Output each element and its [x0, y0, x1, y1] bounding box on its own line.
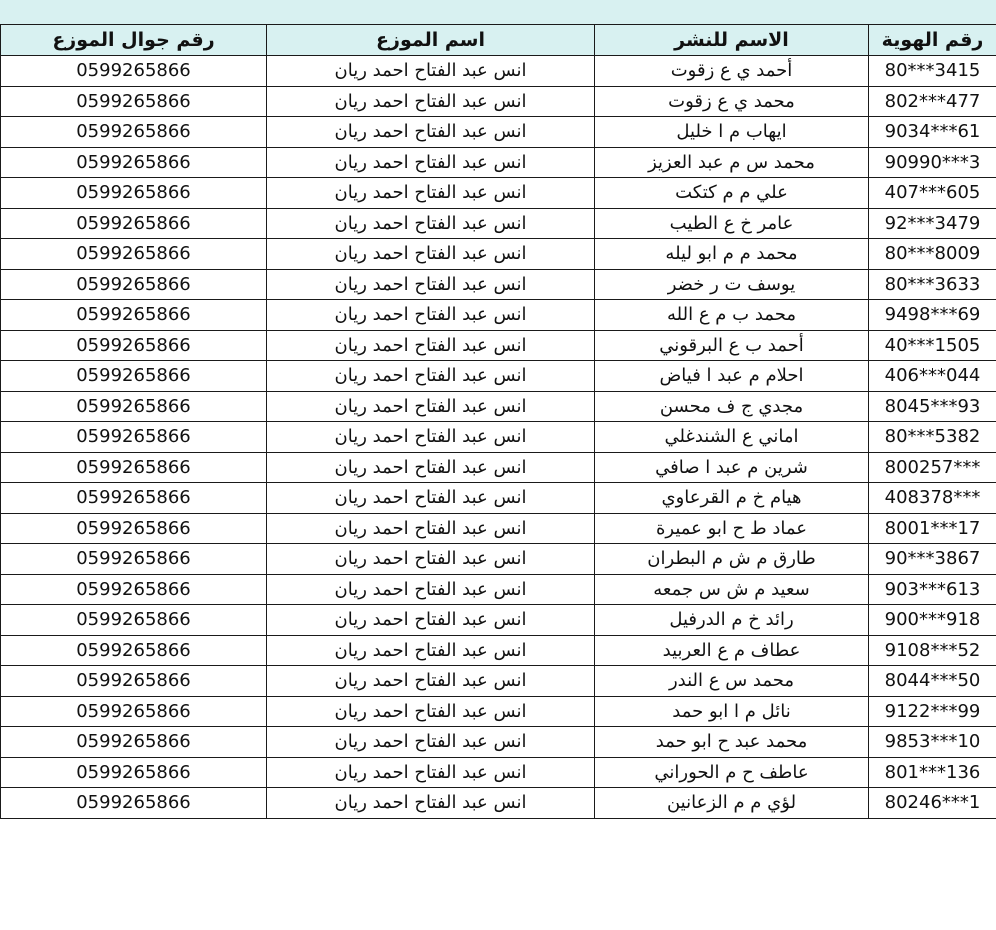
id-cell: 406***044 — [869, 361, 996, 392]
distributor-cell: انس عبد الفتاح احمد ريان — [267, 696, 595, 727]
id-cell: 801***136 — [869, 757, 996, 788]
distributor-cell: انس عبد الفتاح احمد ريان — [267, 788, 595, 819]
id-cell: 9122***99 — [869, 696, 996, 727]
table-row — [1, 483, 996, 514]
distributor-cell: انس عبد الفتاح احمد ريان — [267, 757, 595, 788]
phone-cell: 0599265866 — [1, 208, 267, 239]
distributor-cell: انس عبد الفتاح احمد ريان — [267, 666, 595, 697]
name-cell: سعيد م ش س جمعه — [595, 574, 869, 605]
name-cell: عامر خ ع الطيب — [595, 208, 869, 239]
id-cell: 8001***17 — [869, 513, 996, 544]
phone-cell: 0599265866 — [1, 666, 267, 697]
phone-cell: 0599265866 — [1, 391, 267, 422]
phone-cell: 0599265866 — [1, 574, 267, 605]
table-row — [1, 788, 996, 819]
name-cell: نائل م ا ابو حمد — [595, 696, 869, 727]
header-id: رقم الهوية — [869, 25, 996, 56]
distributor-cell: انس عبد الفتاح احمد ريان — [267, 330, 595, 361]
id-cell: 903***613 — [869, 574, 996, 605]
table-row — [1, 300, 996, 331]
name-cell: عماد ط ح ابو عميرة — [595, 513, 869, 544]
name-cell: محمد س ع الندر — [595, 666, 869, 697]
name-cell: أحمد ب ع البرقوني — [595, 330, 869, 361]
id-cell: 9853***10 — [869, 727, 996, 758]
id-cell: 80***5382 — [869, 422, 996, 453]
id-cell: 8045***93 — [869, 391, 996, 422]
id-cell: 40***1505 — [869, 330, 996, 361]
name-cell: أحمد ي ع زقوت — [595, 56, 869, 87]
phone-cell: 0599265866 — [1, 757, 267, 788]
header-band — [0, 0, 996, 24]
id-cell: 92***3479 — [869, 208, 996, 239]
phone-cell: 0599265866 — [1, 117, 267, 148]
table-row — [1, 666, 996, 697]
name-cell: مجدي ج ف محسن — [595, 391, 869, 422]
table-row — [1, 422, 996, 453]
phone-cell: 0599265866 — [1, 544, 267, 575]
name-cell: محمد م م ابو ليله — [595, 239, 869, 270]
name-cell: هيام خ م القرعاوي — [595, 483, 869, 514]
id-cell: 8044***50 — [869, 666, 996, 697]
distributor-cell: انس عبد الفتاح احمد ريان — [267, 452, 595, 483]
id-cell: 900***918 — [869, 605, 996, 636]
id-cell: 80***3415 — [869, 56, 996, 87]
table-row — [1, 452, 996, 483]
name-cell: شرين م عبد ا صافي — [595, 452, 869, 483]
phone-cell: 0599265866 — [1, 147, 267, 178]
table-row — [1, 757, 996, 788]
table-row — [1, 544, 996, 575]
id-cell: 80***8009 — [869, 239, 996, 270]
name-cell: رائد خ م الدرفيل — [595, 605, 869, 636]
name-cell: احلام م عبد ا فياض — [595, 361, 869, 392]
id-cell: 408378*** — [869, 483, 996, 514]
id-cell: 90***3867 — [869, 544, 996, 575]
table-row — [1, 117, 996, 148]
id-cell: 90990***3 — [869, 147, 996, 178]
name-cell: ايهاب م ا خليل — [595, 117, 869, 148]
phone-cell: 0599265866 — [1, 56, 267, 87]
name-cell: اماني ع الشندغلي — [595, 422, 869, 453]
id-cell: 9108***52 — [869, 635, 996, 666]
id-cell: 80246***1 — [869, 788, 996, 819]
table-row — [1, 361, 996, 392]
distributor-cell: انس عبد الفتاح احمد ريان — [267, 300, 595, 331]
phone-cell: 0599265866 — [1, 635, 267, 666]
header-name: الاسم للنشر — [595, 25, 869, 56]
distributor-cell: انس عبد الفتاح احمد ريان — [267, 178, 595, 209]
phone-cell: 0599265866 — [1, 727, 267, 758]
table-row — [1, 86, 996, 117]
name-cell: محمد ب م ع الله — [595, 300, 869, 331]
id-cell: 9034***61 — [869, 117, 996, 148]
distributor-cell: انس عبد الفتاح احمد ريان — [267, 86, 595, 117]
phone-cell: 0599265866 — [1, 605, 267, 636]
name-cell: طارق م ش م البطران — [595, 544, 869, 575]
distributor-cell: انس عبد الفتاح احمد ريان — [267, 239, 595, 270]
table-row — [1, 391, 996, 422]
name-cell: محمد ي ع زقوت — [595, 86, 869, 117]
table-row — [1, 56, 996, 87]
distribution-table — [0, 24, 996, 819]
table-row — [1, 513, 996, 544]
table-row — [1, 178, 996, 209]
table-row — [1, 727, 996, 758]
header-phone: رقم جوال الموزع — [1, 25, 267, 56]
table-row — [1, 208, 996, 239]
name-cell: عاطف ح م الحوراني — [595, 757, 869, 788]
distributor-cell: انس عبد الفتاح احمد ريان — [267, 117, 595, 148]
phone-cell: 0599265866 — [1, 513, 267, 544]
distributor-cell: انس عبد الفتاح احمد ريان — [267, 361, 595, 392]
distributor-cell: انس عبد الفتاح احمد ريان — [267, 208, 595, 239]
phone-cell: 0599265866 — [1, 330, 267, 361]
name-cell: علي م م كتكت — [595, 178, 869, 209]
distributor-cell: انس عبد الفتاح احمد ريان — [267, 513, 595, 544]
phone-cell: 0599265866 — [1, 86, 267, 117]
header-row — [1, 25, 996, 56]
distributor-cell: انس عبد الفتاح احمد ريان — [267, 483, 595, 514]
distributor-cell: انس عبد الفتاح احمد ريان — [267, 147, 595, 178]
id-cell: 407***605 — [869, 178, 996, 209]
phone-cell: 0599265866 — [1, 422, 267, 453]
distributor-cell: انس عبد الفتاح احمد ريان — [267, 635, 595, 666]
table-row — [1, 574, 996, 605]
id-cell: 80***3633 — [869, 269, 996, 300]
phone-cell: 0599265866 — [1, 788, 267, 819]
phone-cell: 0599265866 — [1, 361, 267, 392]
phone-cell: 0599265866 — [1, 239, 267, 270]
table-row — [1, 635, 996, 666]
header-distributor: اسم الموزع — [267, 25, 595, 56]
id-cell: 802***477 — [869, 86, 996, 117]
phone-cell: 0599265866 — [1, 452, 267, 483]
name-cell: لؤي م م الزعانين — [595, 788, 869, 819]
distributor-cell: انس عبد الفتاح احمد ريان — [267, 269, 595, 300]
distributor-cell: انس عبد الفتاح احمد ريان — [267, 422, 595, 453]
phone-cell: 0599265866 — [1, 269, 267, 300]
table-row — [1, 269, 996, 300]
table-row — [1, 147, 996, 178]
table-row — [1, 605, 996, 636]
table-row — [1, 239, 996, 270]
phone-cell: 0599265866 — [1, 178, 267, 209]
phone-cell: 0599265866 — [1, 300, 267, 331]
id-cell: 800257*** — [869, 452, 996, 483]
distributor-cell: انس عبد الفتاح احمد ريان — [267, 574, 595, 605]
name-cell: عطاف م ع العربيد — [595, 635, 869, 666]
table-row — [1, 696, 996, 727]
distributor-cell: انس عبد الفتاح احمد ريان — [267, 727, 595, 758]
id-cell: 9498***69 — [869, 300, 996, 331]
name-cell: محمد س م عبد العزيز — [595, 147, 869, 178]
distributor-cell: انس عبد الفتاح احمد ريان — [267, 391, 595, 422]
name-cell: محمد عبد ح ابو حمد — [595, 727, 869, 758]
phone-cell: 0599265866 — [1, 483, 267, 514]
name-cell: يوسف ت ر خضر — [595, 269, 869, 300]
distributor-cell: انس عبد الفتاح احمد ريان — [267, 56, 595, 87]
distributor-cell: انس عبد الفتاح احمد ريان — [267, 605, 595, 636]
table-row — [1, 330, 996, 361]
distributor-cell: انس عبد الفتاح احمد ريان — [267, 544, 595, 575]
table-body — [1, 56, 996, 819]
phone-cell: 0599265866 — [1, 696, 267, 727]
